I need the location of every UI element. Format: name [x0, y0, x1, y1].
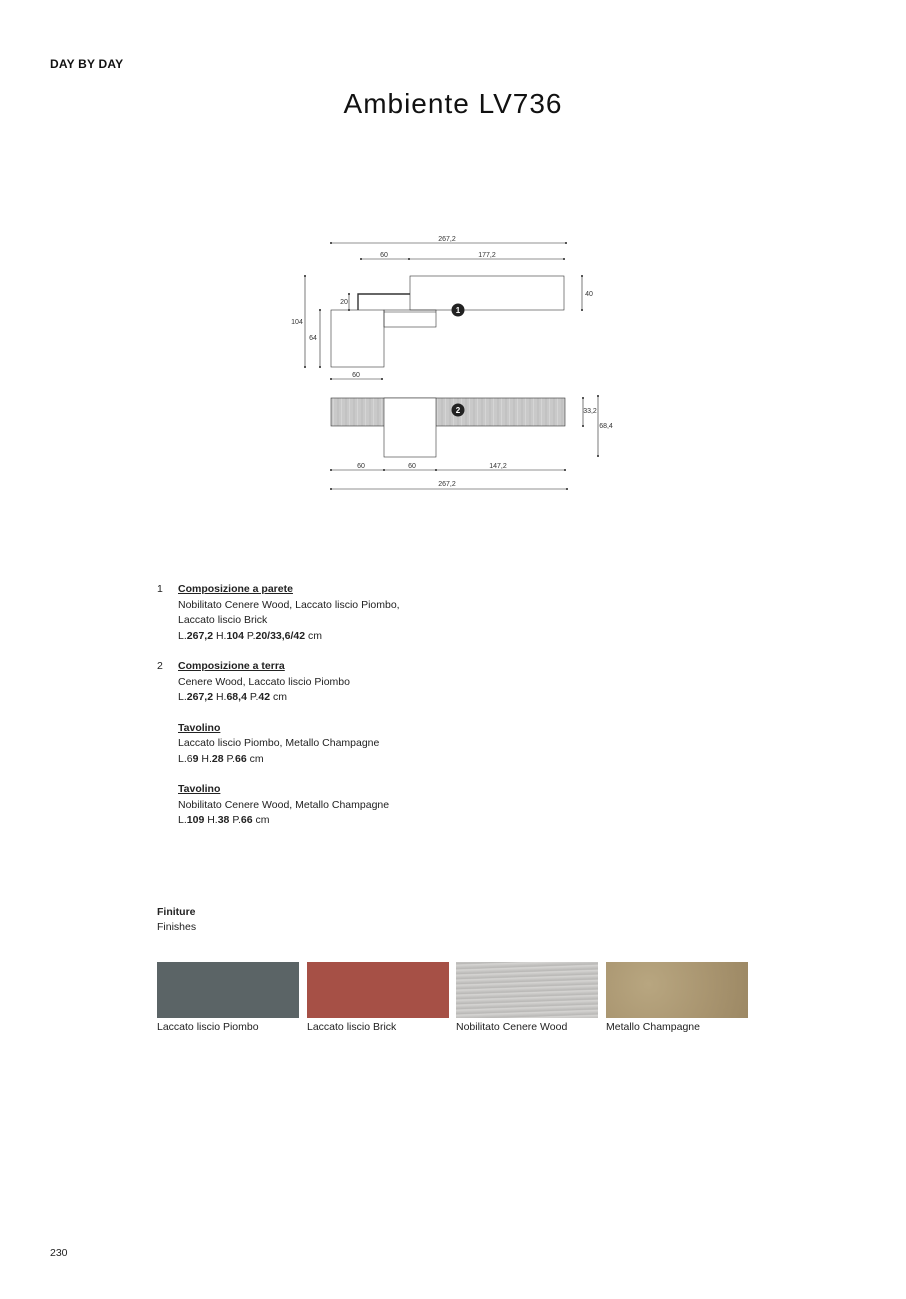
swatch-chip-piombo: [157, 962, 299, 1018]
finishes-heading-it: Finiture: [157, 906, 196, 918]
wall-unit-small: [331, 310, 384, 367]
finishes-heading: [157, 905, 196, 935]
finish-swatch: [606, 962, 748, 1033]
floor-unit: [331, 398, 565, 426]
item-dimensions: L.109 H.38 P.66 cm: [178, 814, 270, 826]
technical-drawing: [280, 230, 630, 500]
dim-right-177: 177,2: [478, 252, 496, 259]
item-title: Tavolino: [178, 783, 221, 795]
dim-w1-60: 60: [357, 463, 365, 470]
swatch-label: Metallo Champagne: [606, 1021, 700, 1033]
dim-total-top: 267,2: [438, 236, 456, 243]
wall-shelf-lower: [384, 310, 436, 327]
dim-riser-20: 20: [340, 299, 348, 306]
wall-unit-large: [410, 276, 564, 310]
composition-item: [157, 782, 577, 829]
item-dimensions: L.267,2 H.68,4 P.42 cm: [178, 691, 287, 703]
dim-height-64: 64: [309, 335, 317, 342]
item-finish-line: Laccato liscio Piombo, Metallo Champagne: [178, 737, 380, 749]
item-finish-line: Nobilitato Cenere Wood, Metallo Champagne: [178, 798, 390, 811]
dim-depth-40: 40: [585, 291, 593, 298]
badge-2-label: 2: [455, 406, 461, 415]
wall-shelf-outline: [358, 294, 410, 310]
item-title: Composizione a terra: [178, 660, 285, 672]
swatch-chip-brick: [307, 962, 449, 1018]
dim-height-68: 68,4: [599, 423, 613, 430]
dim-total-bottom: 267,2: [438, 481, 456, 488]
swatch-chip-champagne: [606, 962, 748, 1018]
swatch-label: Nobilitato Cenere Wood: [456, 1021, 568, 1033]
swatch-label: Laccato liscio Brick: [307, 1021, 397, 1033]
item-finish-line: Cenere Wood, Laccato liscio Piombo: [178, 675, 350, 688]
item-finish-line: Nobilitato Cenere Wood, Laccato liscio Piombo,: [178, 598, 400, 611]
badge-1-label: 1: [455, 306, 461, 315]
finish-swatch: [307, 962, 449, 1033]
item-title: Tavolino: [178, 721, 221, 734]
dim-left-60: 60: [380, 252, 388, 259]
dim-base-60: 60: [352, 372, 360, 379]
dim-height-33: 33,2: [583, 408, 597, 415]
swatch-label: Laccato liscio Piombo: [157, 1021, 259, 1033]
finish-swatch: [157, 962, 299, 1033]
finishes-heading-en: Finishes: [157, 921, 197, 933]
item-number: 1: [157, 583, 163, 595]
composition-item: [157, 582, 577, 644]
swatch-chip-cenere-wood: [456, 962, 598, 1018]
coffee-table: [384, 398, 436, 457]
brand-label: DAY BY DAY: [50, 57, 124, 71]
composition-item: [157, 659, 577, 706]
item-finish-line: Laccato liscio Brick: [178, 614, 268, 626]
finish-swatches: [157, 962, 757, 1042]
dim-height-104: 104: [291, 319, 303, 326]
page-title: Ambiente LV736: [343, 88, 563, 119]
item-dimensions: L.69 H.28 P.66 cm: [178, 752, 264, 765]
dim-w2-60: 60: [408, 463, 416, 470]
composition-list: [157, 582, 577, 844]
composition-item: [157, 721, 577, 768]
finish-swatch: [456, 962, 598, 1033]
item-dimensions: L.267,2 H.104 P.20/33,6/42 cm: [178, 629, 323, 642]
dim-w3-147: 147,2: [489, 463, 507, 470]
page-number: 230: [50, 1247, 68, 1259]
item-title: Composizione a parete: [178, 583, 293, 595]
item-number: 2: [157, 660, 163, 672]
